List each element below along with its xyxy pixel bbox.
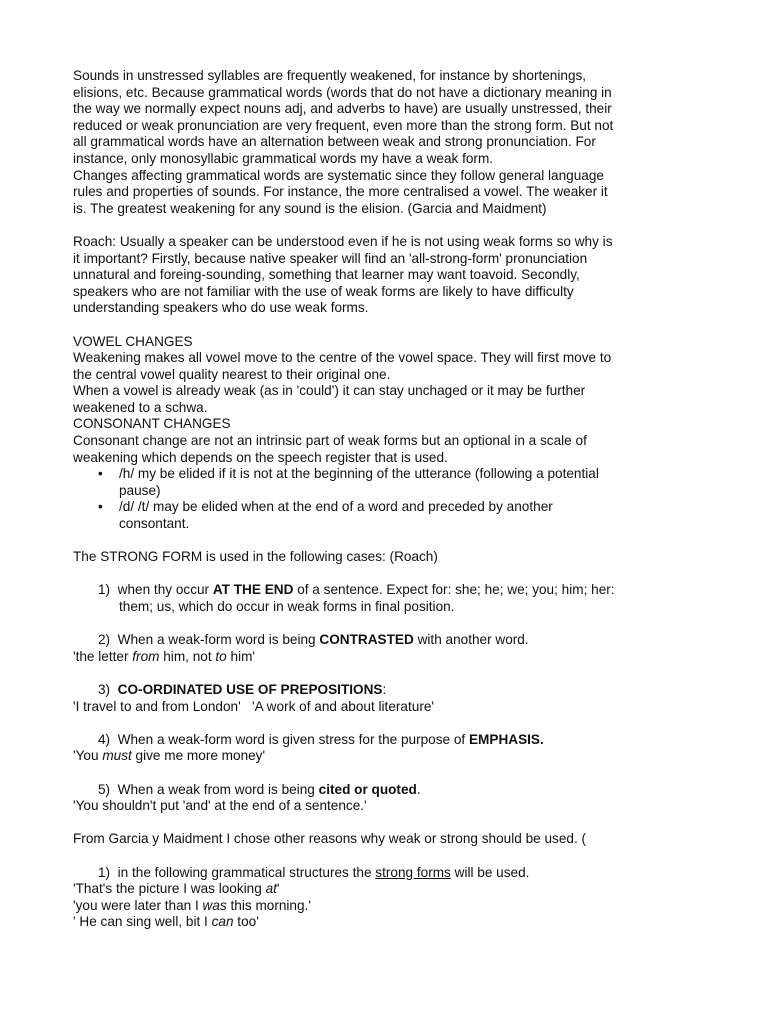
example-line: 'That's the picture I was looking at' bbox=[73, 881, 280, 897]
list-item: • /d/ /t/ may be elided when at the end of a word and preceded by another consontant. bbox=[73, 499, 703, 532]
text-line: is. The greatest weakening for any sound is the elision. (Garcia and Maidment) bbox=[73, 200, 547, 216]
text-line: Roach: Usually a speaker can be understood even if he is not using weak forms so why is bbox=[73, 233, 613, 249]
example-line: 'You must give me more money' bbox=[73, 748, 266, 764]
text-line: weakened to a schwa. bbox=[73, 399, 208, 415]
spacer bbox=[73, 566, 703, 583]
list-item: • /h/ my be elided if it is not at the beginning of the utterance (following a potential pause) bbox=[73, 466, 703, 499]
bullet-list bbox=[73, 466, 703, 532]
spacer bbox=[73, 815, 703, 832]
text-line: Changes affecting grammatical words are systematic since they follow general language bbox=[73, 167, 604, 183]
text-line: elisions, etc. Because grammatical words (words that do not have a dictionary meaning in bbox=[73, 84, 612, 100]
spacer bbox=[73, 715, 703, 732]
consonant-changes-heading: CONSONANT CHANGES bbox=[73, 416, 231, 432]
vowel-changes-text bbox=[73, 350, 703, 416]
numbered-item-4: 4) When a weak-form word is given stress for the purpose of EMPHASIS. bbox=[98, 731, 544, 747]
text-line: it important? Firstly, because native speaker will find an 'all-strong-form' pronunciation bbox=[73, 250, 588, 266]
text-line: the way we normally expect nouns adj, and adverbs to have) are usually unstressed, their bbox=[73, 101, 612, 117]
numbered-item-1: 1) when thy occur AT THE END of a sentence. Expect for: she; he; we; you; him; her: them; us, which do occur in weak forms in final position. bbox=[98, 582, 615, 614]
consonant-changes-text bbox=[73, 433, 703, 466]
spacer bbox=[73, 765, 703, 782]
spacer bbox=[73, 217, 703, 234]
numbered-item-2: 2) When a weak-form word is being CONTRASTED with another word. bbox=[98, 632, 529, 648]
text-line: understanding speakers who do use weak forms. bbox=[73, 300, 369, 316]
numbered-item-5: 5) When a weak from word is being cited or quoted. bbox=[98, 781, 421, 797]
example-line: 'I travel to and from London' 'A work of and about literature' bbox=[73, 698, 435, 714]
example-line: 'the letter from him, not to him' bbox=[73, 648, 256, 664]
text-line: the central vowel quality nearest to their original one. bbox=[73, 366, 391, 382]
spacer bbox=[73, 616, 703, 633]
example-line: 'you were later than I was this morning.' bbox=[73, 897, 311, 913]
spacer bbox=[73, 317, 703, 334]
text-line: Consonant change are not an intrinsic part of weak forms but an optional in a scale of bbox=[73, 433, 587, 449]
garcia-numbered-item-1: 1) in the following grammatical structures the strong forms will be used. bbox=[98, 864, 530, 880]
vowel-changes-heading: VOWEL CHANGES bbox=[73, 333, 193, 349]
text-line: When a vowel is already weak (as in 'could') it can stay unchaged or it may be further bbox=[73, 383, 586, 399]
text-line: instance, only monosyllabic grammatical words my have a weak form. bbox=[73, 150, 494, 166]
intro-paragraph bbox=[73, 68, 703, 217]
document-page bbox=[73, 68, 703, 931]
numbered-item-3: 3) CO-ORDINATED USE OF PREPOSITIONS: bbox=[98, 681, 387, 697]
strong-form-intro: The STRONG FORM is used in the following cases: (Roach) bbox=[73, 549, 438, 565]
text-line: Weakening makes all vowel move to the centre of the vowel space. They will first move to bbox=[73, 350, 612, 366]
text-line: reduced or weak pronunciation are very frequent, even more than the strong form. But not bbox=[73, 117, 614, 133]
spacer bbox=[73, 665, 703, 682]
spacer bbox=[73, 533, 703, 550]
text-line: rules and properties of sounds. For instance, the more centralised a vowel. The weaker it bbox=[73, 184, 608, 200]
spacer bbox=[73, 848, 703, 865]
text-line: unnatural and foreing-sounding, something that learner may want toavoid. Secondly, bbox=[73, 267, 580, 283]
text-line: speakers who are not familiar with the use of weak forms are likely to have difficulty bbox=[73, 283, 574, 299]
garcia-intro: From Garcia y Maidment I chose other reasons why weak or strong should be used. ( bbox=[73, 831, 587, 847]
roach-paragraph bbox=[73, 234, 703, 317]
text-line: all grammatical words have an alternation between weak and strong pronunciation. For bbox=[73, 134, 596, 150]
text-line: Sounds in unstressed syllables are frequently weakened, for instance by shortenings, bbox=[73, 68, 587, 83]
text-line: weakening which depends on the speech register that is used. bbox=[73, 449, 448, 465]
example-line: ' He can sing well, bit I can too' bbox=[73, 914, 259, 930]
example-line: 'You shouldn't put 'and' at the end of a sentence.' bbox=[73, 798, 367, 814]
